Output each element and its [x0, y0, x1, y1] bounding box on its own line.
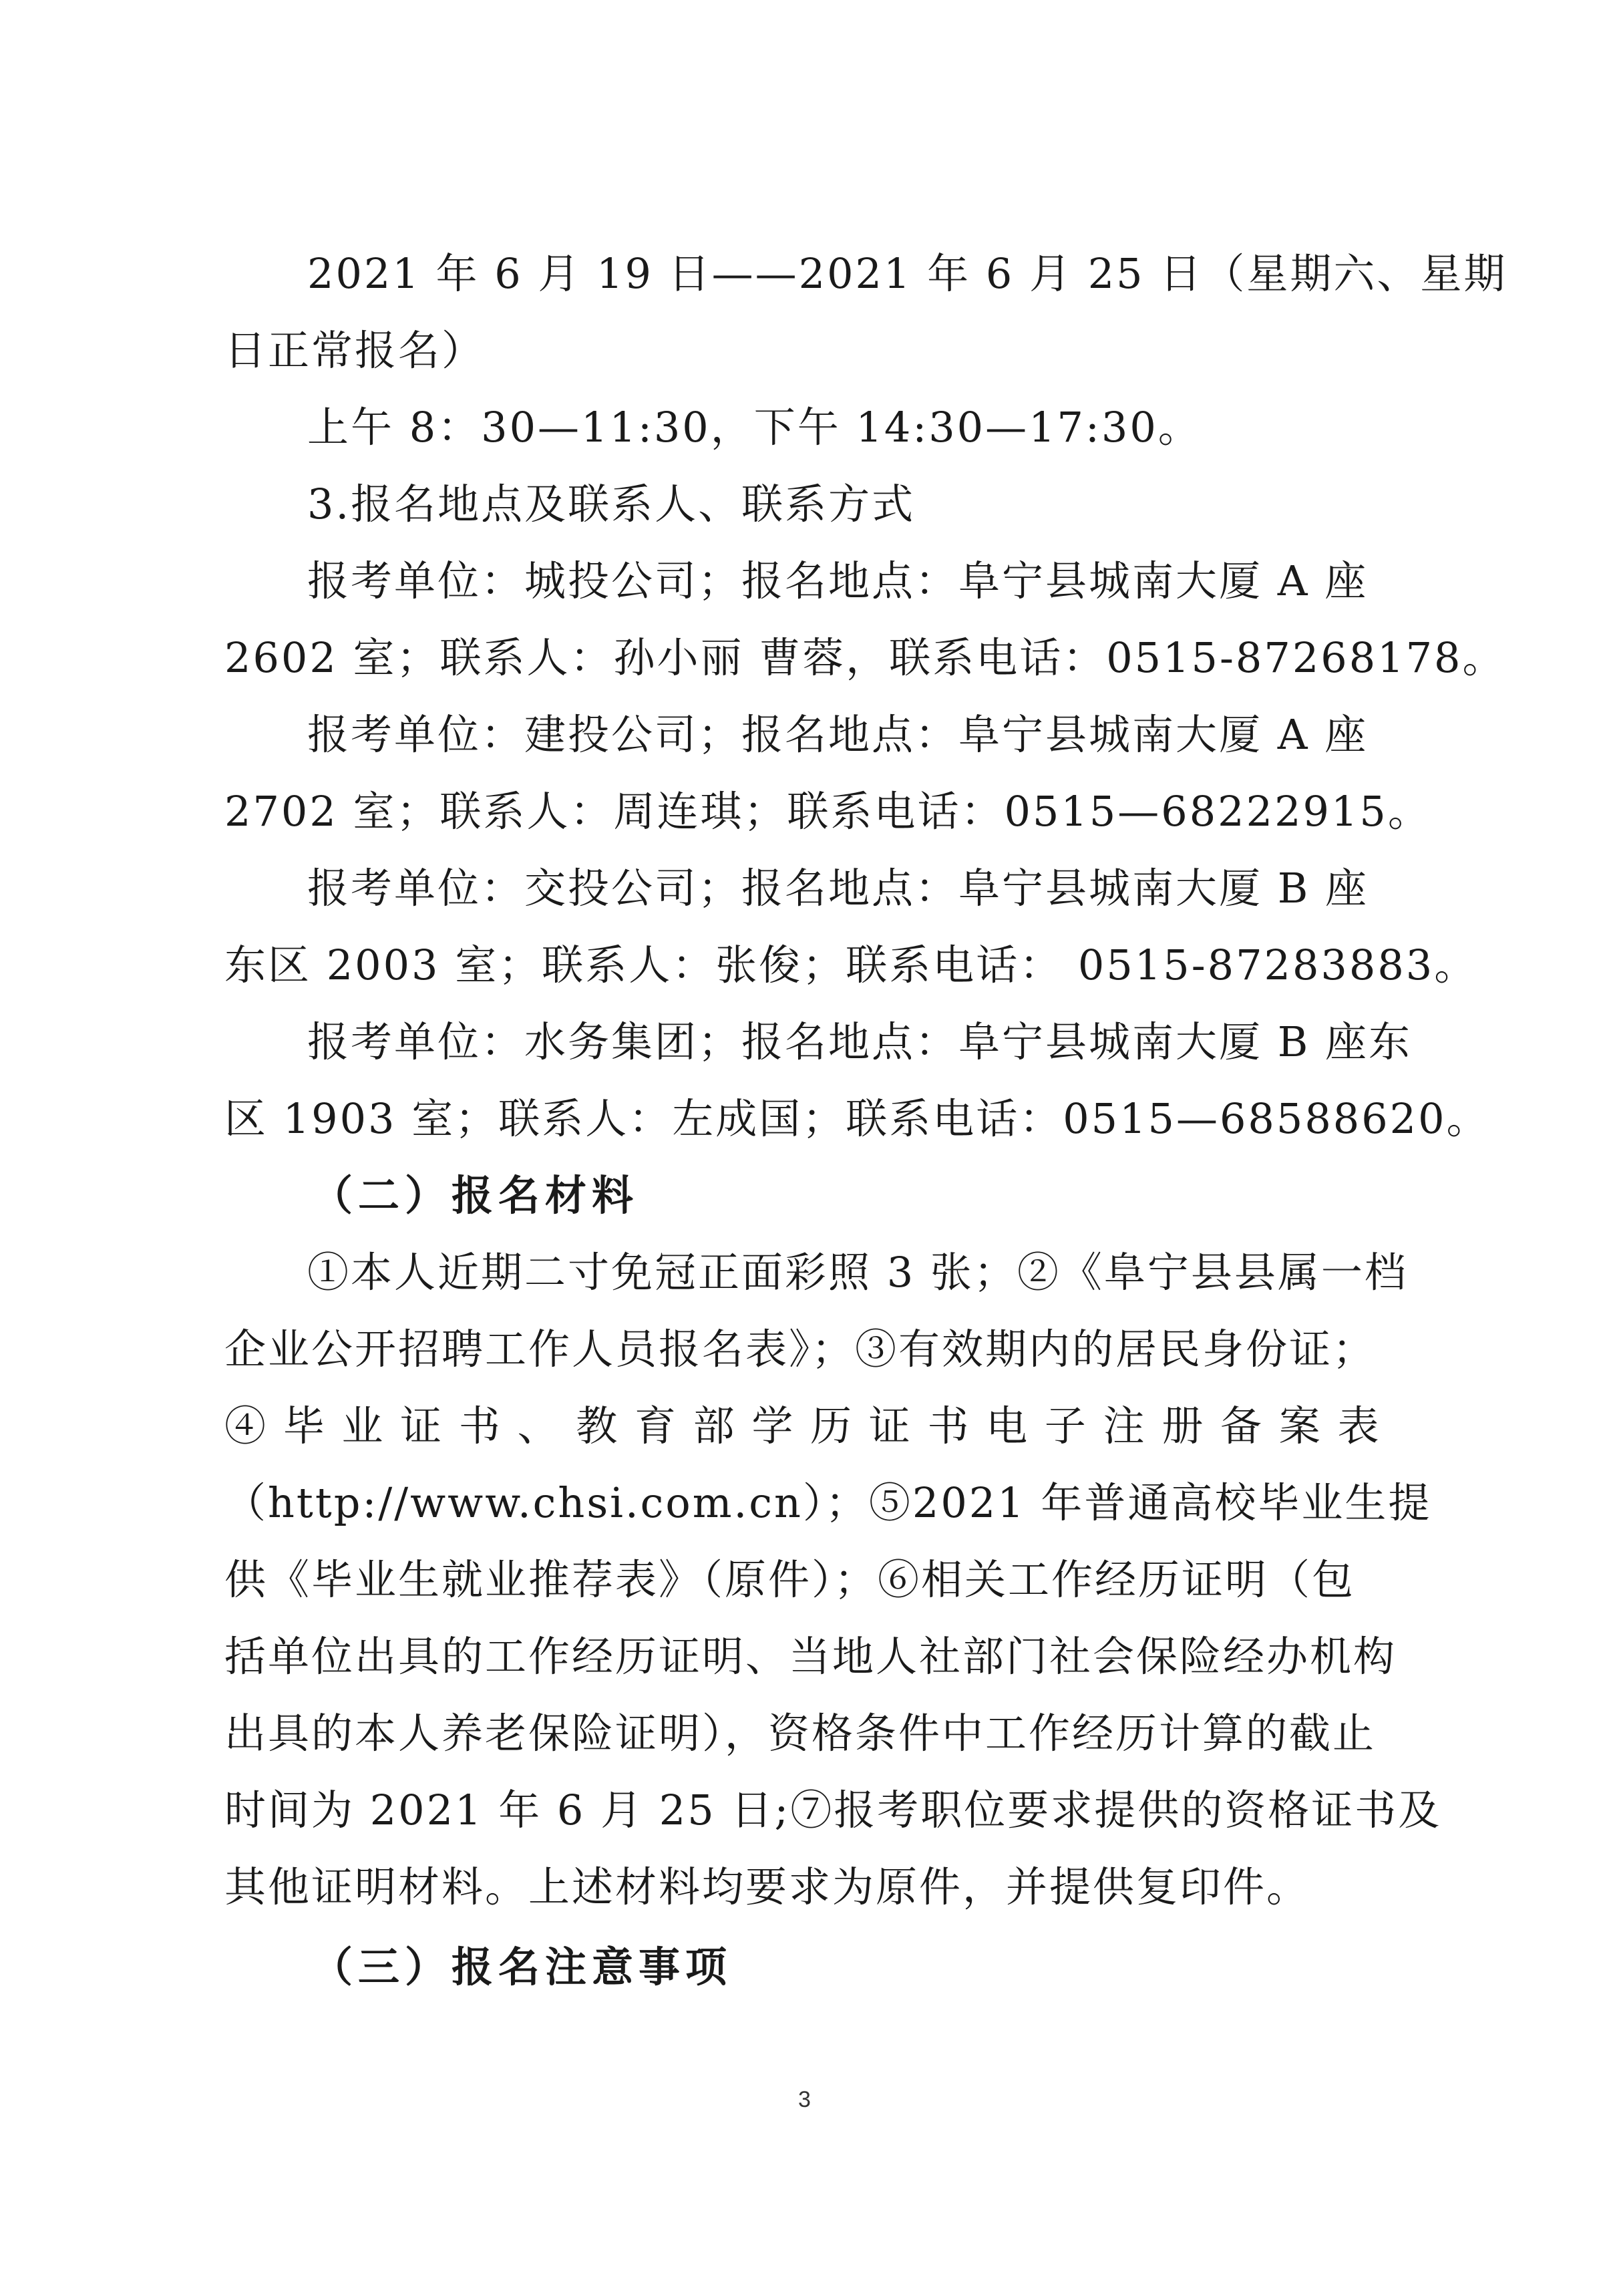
section-3-title: 3.报名地点及联系人、联系方式 [307, 480, 916, 528]
materials-line-9: 其他证明材料。上述材料均要求为原件，并提供复印件。 [224, 1862, 1310, 1911]
contact-jiantou-line-2: 2702 室；联系人：周连琪；联系电话：0515—68222915。 [224, 787, 1431, 836]
contact-jiaotou-line-1: 报考单位：交投公司；报名地点：阜宁县城南大厦 B 座 [307, 864, 1369, 913]
page-number: 3 [798, 2087, 811, 2112]
registration-dates-line-cont: 日正常报名） [224, 326, 486, 375]
contact-jiaotou-line-2: 东区 2003 室；联系人：张俊；联系电话： 0515-87283883。 [224, 941, 1478, 989]
materials-line-1: ①本人近期二寸免冠正面彩照 3 张；②《阜宁县县属一档 [307, 1248, 1408, 1297]
contact-shuiwu-line-1: 报考单位：水务集团；报名地点：阜宁县城南大厦 B 座东 [307, 1017, 1412, 1066]
materials-line-5: 供《毕业生就业推荐表》（原件）；⑥相关工作经历证明（包 [224, 1555, 1356, 1604]
materials-line-4: （http://www.chsi.com.cn）；⑤2021 年普通高校毕业生提 [224, 1478, 1432, 1527]
section-heading-materials: （二）报名材料 [311, 1171, 639, 1220]
section-heading-notes: （三）报名注意事项 [311, 1943, 733, 1991]
contact-chengtou-line-2: 2602 室；联系人：孙小丽 曹蓉，联系电话：0515-87268178。 [224, 633, 1506, 682]
materials-line-6: 括单位出具的工作经历证明、当地人社部门社会保险经办机构 [224, 1632, 1397, 1681]
materials-line-7: 出具的本人养老保险证明），资格条件中工作经历计算的截止 [224, 1709, 1377, 1758]
registration-dates-line: 2021 年 6 月 19 日——2021 年 6 月 25 日（星期六、星期 [307, 249, 1507, 298]
materials-line-3: ④ 毕 业 证 书 、 教 育 部 学 历 证 书 电 子 注 册 备 案 表 [224, 1402, 1381, 1450]
materials-line-2: 企业公开招聘工作人员报名表》；③有效期内的居民身份证； [224, 1325, 1377, 1373]
materials-line-8: 时间为 2021 年 6 月 25 日;⑦报考职位要求提供的资格证书及 [224, 1786, 1442, 1834]
registration-hours-line: 上午 8：30—11:30，下午 14:30—17:30。 [307, 403, 1202, 452]
contact-jiantou-line-1: 报考单位：建投公司；报名地点：阜宁县城南大厦 A 座 [307, 710, 1369, 759]
contact-shuiwu-line-2: 区 1903 室；联系人：左成国；联系电话：0515—68588620。 [224, 1094, 1490, 1143]
contact-chengtou-line-1: 报考单位：城投公司；报名地点：阜宁县城南大厦 A 座 [307, 556, 1369, 605]
